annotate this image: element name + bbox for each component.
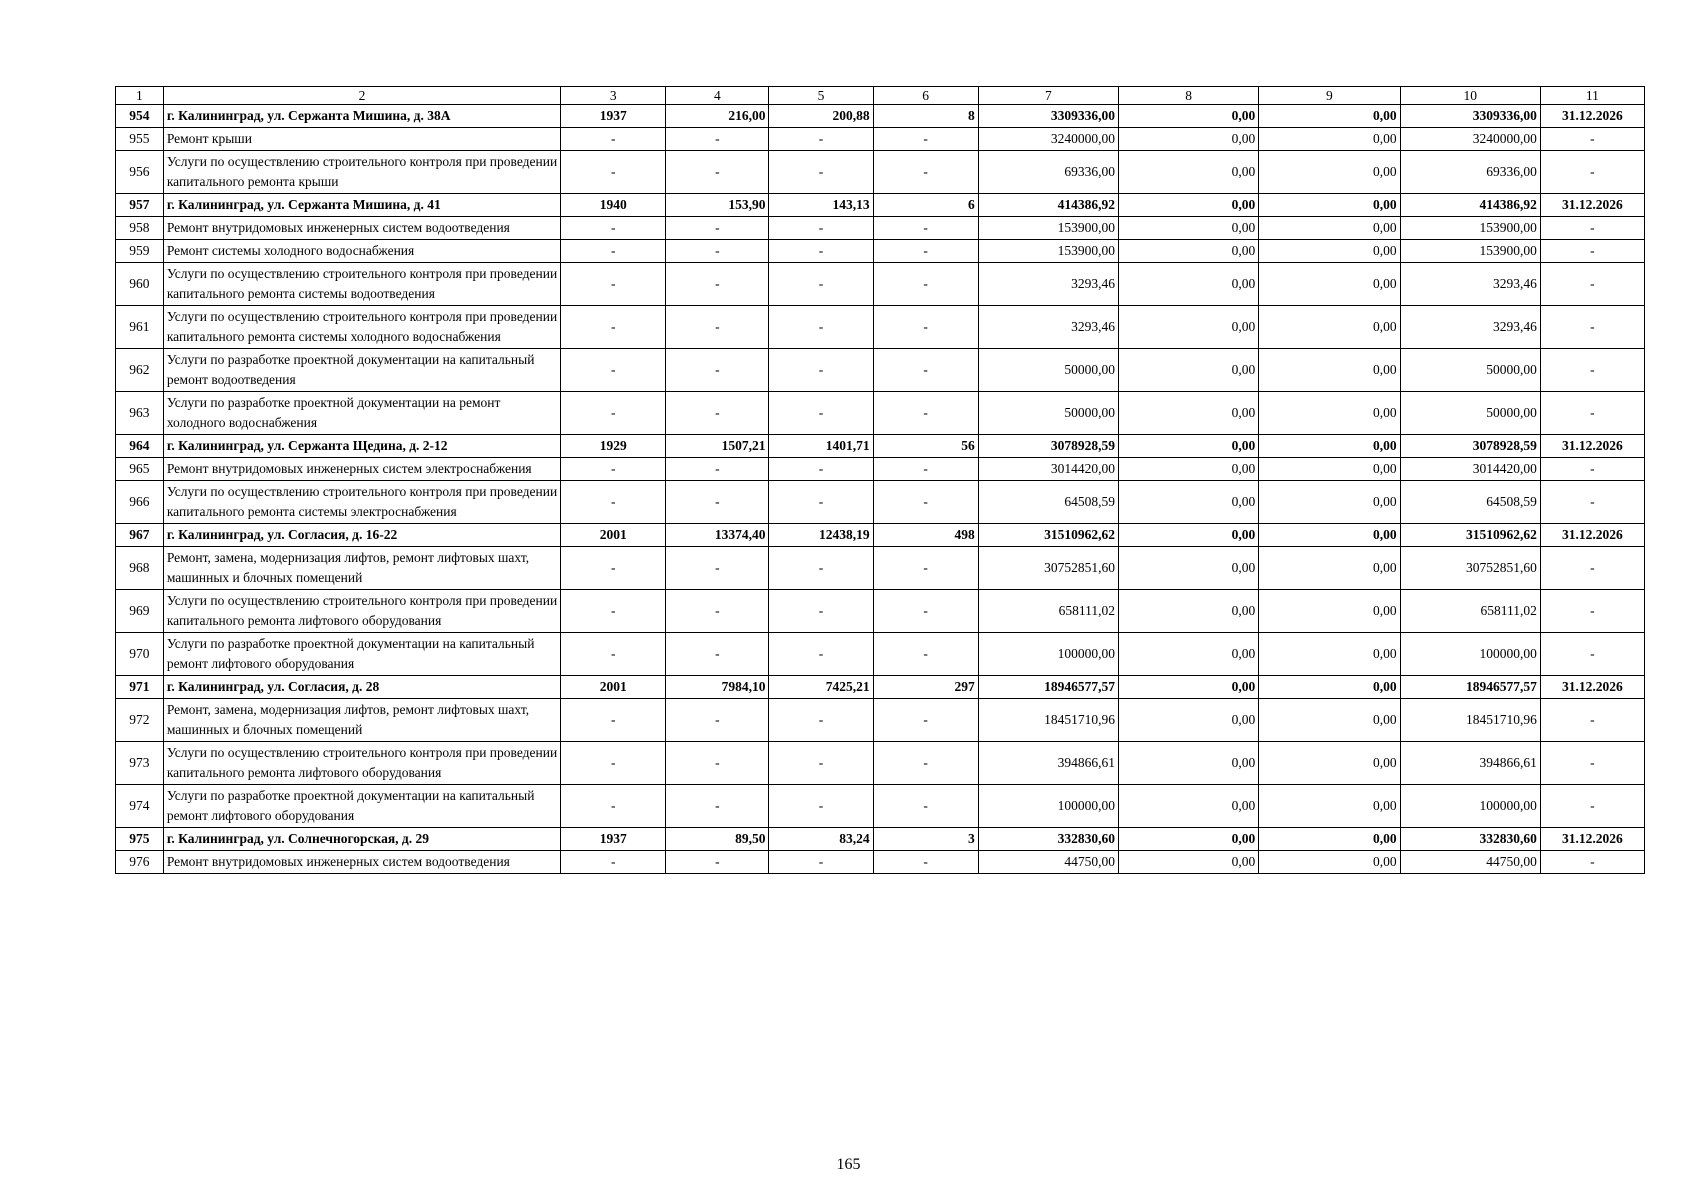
funds-10-cell: 153900,00 <box>1400 217 1540 240</box>
deadline-cell: 31.12.2026 <box>1540 194 1644 217</box>
description-cell: г. Калининград, ул. Сержанта Мишина, д. 41 <box>163 194 560 217</box>
area-living-cell: - <box>769 349 873 392</box>
year-cell: - <box>561 128 666 151</box>
funds-8-cell: 0,00 <box>1119 785 1259 828</box>
deadline-cell: - <box>1540 481 1644 524</box>
description-cell: Ремонт, замена, модернизация лифтов, ремонт лифтовых шахт, машинных и блочных помещений <box>163 547 560 590</box>
column-number-1: 1 <box>116 87 164 105</box>
area-living-cell: 200,88 <box>769 105 873 128</box>
year-cell: - <box>561 151 666 194</box>
total-cost-cell: 44750,00 <box>978 851 1118 874</box>
description-cell: Услуги по осуществлению строительного контроля при проведении капитального ремонта системы электроснабжения <box>163 481 560 524</box>
area-total-cell: - <box>666 217 769 240</box>
residents-cell: - <box>873 458 978 481</box>
total-cost-cell: 332830,60 <box>978 828 1118 851</box>
deadline-cell: - <box>1540 458 1644 481</box>
funds-8-cell: 0,00 <box>1119 151 1259 194</box>
area-living-cell: 12438,19 <box>769 524 873 547</box>
work-item-row <box>116 481 1645 524</box>
residents-cell: - <box>873 590 978 633</box>
work-item-row <box>116 240 1645 263</box>
residents-cell: - <box>873 392 978 435</box>
address-row <box>116 194 1645 217</box>
work-item-row <box>116 306 1645 349</box>
area-living-cell: - <box>769 128 873 151</box>
funds-10-cell: 100000,00 <box>1400 633 1540 676</box>
row-number-cell: 967 <box>116 524 164 547</box>
funds-10-cell: 153900,00 <box>1400 240 1540 263</box>
area-living-cell: - <box>769 742 873 785</box>
total-cost-cell: 100000,00 <box>978 633 1118 676</box>
residents-cell: - <box>873 349 978 392</box>
column-number-6: 6 <box>873 87 978 105</box>
funds-8-cell: 0,00 <box>1119 742 1259 785</box>
funds-10-cell: 50000,00 <box>1400 392 1540 435</box>
work-item-row <box>116 590 1645 633</box>
year-cell: - <box>561 263 666 306</box>
total-cost-cell: 3240000,00 <box>978 128 1118 151</box>
year-cell: - <box>561 633 666 676</box>
funds-8-cell: 0,00 <box>1119 828 1259 851</box>
address-row <box>116 828 1645 851</box>
funds-10-cell: 31510962,62 <box>1400 524 1540 547</box>
area-living-cell: - <box>769 240 873 263</box>
residents-cell: 3 <box>873 828 978 851</box>
column-number-8: 8 <box>1119 87 1259 105</box>
total-cost-cell: 18946577,57 <box>978 676 1118 699</box>
funds-8-cell: 0,00 <box>1119 676 1259 699</box>
area-living-cell: - <box>769 151 873 194</box>
total-cost-cell: 394866,61 <box>978 742 1118 785</box>
funds-9-cell: 0,00 <box>1259 481 1400 524</box>
row-number-cell: 963 <box>116 392 164 435</box>
residents-cell: 56 <box>873 435 978 458</box>
residents-cell: - <box>873 633 978 676</box>
deadline-cell: 31.12.2026 <box>1540 435 1644 458</box>
deadline-cell: - <box>1540 128 1644 151</box>
total-cost-cell: 153900,00 <box>978 240 1118 263</box>
area-living-cell: - <box>769 458 873 481</box>
year-cell: - <box>561 481 666 524</box>
year-cell: - <box>561 306 666 349</box>
row-number-cell: 959 <box>116 240 164 263</box>
funds-8-cell: 0,00 <box>1119 481 1259 524</box>
area-living-cell: - <box>769 217 873 240</box>
row-number-cell: 973 <box>116 742 164 785</box>
area-total-cell: - <box>666 128 769 151</box>
funds-9-cell: 0,00 <box>1259 128 1400 151</box>
description-cell: Услуги по осуществлению строительного контроля при проведении капитального ремонта лифтового оборудования <box>163 742 560 785</box>
total-cost-cell: 3078928,59 <box>978 435 1118 458</box>
funds-9-cell: 0,00 <box>1259 851 1400 874</box>
area-total-cell: - <box>666 263 769 306</box>
row-number-cell: 966 <box>116 481 164 524</box>
funds-9-cell: 0,00 <box>1259 458 1400 481</box>
year-cell: - <box>561 547 666 590</box>
funds-10-cell: 69336,00 <box>1400 151 1540 194</box>
work-item-row <box>116 785 1645 828</box>
row-number-cell: 954 <box>116 105 164 128</box>
description-cell: Услуги по осуществлению строительного контроля при проведении капитального ремонта системы холодного водоснабжения <box>163 306 560 349</box>
total-cost-cell: 658111,02 <box>978 590 1118 633</box>
funds-8-cell: 0,00 <box>1119 435 1259 458</box>
area-total-cell: - <box>666 742 769 785</box>
row-number-cell: 974 <box>116 785 164 828</box>
description-cell: г. Калининград, ул. Согласия, д. 28 <box>163 676 560 699</box>
year-cell: 1937 <box>561 828 666 851</box>
residents-cell: 8 <box>873 105 978 128</box>
area-living-cell: - <box>769 633 873 676</box>
area-living-cell: - <box>769 547 873 590</box>
work-item-row <box>116 742 1645 785</box>
total-cost-cell: 50000,00 <box>978 349 1118 392</box>
funds-8-cell: 0,00 <box>1119 194 1259 217</box>
funds-10-cell: 3293,46 <box>1400 306 1540 349</box>
funds-10-cell: 18946577,57 <box>1400 676 1540 699</box>
description-cell: г. Калининград, ул. Сержанта Щедина, д. 2-12 <box>163 435 560 458</box>
funds-10-cell: 64508,59 <box>1400 481 1540 524</box>
area-total-cell: - <box>666 240 769 263</box>
funds-9-cell: 0,00 <box>1259 828 1400 851</box>
funds-10-cell: 3240000,00 <box>1400 128 1540 151</box>
year-cell: - <box>561 742 666 785</box>
total-cost-cell: 69336,00 <box>978 151 1118 194</box>
funds-8-cell: 0,00 <box>1119 851 1259 874</box>
deadline-cell: - <box>1540 785 1644 828</box>
area-total-cell: 1507,21 <box>666 435 769 458</box>
funds-9-cell: 0,00 <box>1259 240 1400 263</box>
funds-8-cell: 0,00 <box>1119 392 1259 435</box>
work-item-row <box>116 547 1645 590</box>
area-living-cell: 1401,71 <box>769 435 873 458</box>
funds-10-cell: 3078928,59 <box>1400 435 1540 458</box>
year-cell: 2001 <box>561 676 666 699</box>
description-cell: Услуги по разработке проектной документации на ремонт холодного водоснабжения <box>163 392 560 435</box>
column-number-11: 11 <box>1540 87 1644 105</box>
residents-cell: 297 <box>873 676 978 699</box>
deadline-cell: - <box>1540 590 1644 633</box>
area-living-cell: 143,13 <box>769 194 873 217</box>
deadline-cell: - <box>1540 217 1644 240</box>
funds-8-cell: 0,00 <box>1119 240 1259 263</box>
column-number-4: 4 <box>666 87 769 105</box>
area-living-cell: - <box>769 263 873 306</box>
work-item-row <box>116 851 1645 874</box>
deadline-cell: - <box>1540 306 1644 349</box>
funds-8-cell: 0,00 <box>1119 349 1259 392</box>
description-cell: Услуги по осуществлению строительного контроля при проведении капитального ремонта лифтового оборудования <box>163 590 560 633</box>
area-living-cell: - <box>769 306 873 349</box>
description-cell: Услуги по разработке проектной документации на капитальный ремонт лифтового оборудования <box>163 633 560 676</box>
residents-cell: - <box>873 306 978 349</box>
total-cost-cell: 50000,00 <box>978 392 1118 435</box>
funds-8-cell: 0,00 <box>1119 547 1259 590</box>
funds-9-cell: 0,00 <box>1259 263 1400 306</box>
year-cell: - <box>561 785 666 828</box>
work-item-row <box>116 349 1645 392</box>
funds-8-cell: 0,00 <box>1119 128 1259 151</box>
description-cell: Услуги по разработке проектной документации на капитальный ремонт лифтового оборудования <box>163 785 560 828</box>
year-cell: - <box>561 699 666 742</box>
area-total-cell: - <box>666 699 769 742</box>
row-number-cell: 955 <box>116 128 164 151</box>
column-number-3: 3 <box>561 87 666 105</box>
address-row <box>116 105 1645 128</box>
work-item-row <box>116 699 1645 742</box>
funds-8-cell: 0,00 <box>1119 217 1259 240</box>
residents-cell: - <box>873 263 978 306</box>
deadline-cell: - <box>1540 851 1644 874</box>
funds-8-cell: 0,00 <box>1119 633 1259 676</box>
deadline-cell: - <box>1540 742 1644 785</box>
funds-10-cell: 44750,00 <box>1400 851 1540 874</box>
description-cell: Услуги по осуществлению строительного контроля при проведении капитального ремонта крыши <box>163 151 560 194</box>
row-number-cell: 962 <box>116 349 164 392</box>
row-number-cell: 972 <box>116 699 164 742</box>
deadline-cell: - <box>1540 240 1644 263</box>
work-item-row <box>116 128 1645 151</box>
residents-cell: - <box>873 240 978 263</box>
description-cell: г. Калининград, ул. Солнечногорская, д. 29 <box>163 828 560 851</box>
total-cost-cell: 64508,59 <box>978 481 1118 524</box>
area-total-cell: 13374,40 <box>666 524 769 547</box>
funds-9-cell: 0,00 <box>1259 676 1400 699</box>
total-cost-cell: 153900,00 <box>978 217 1118 240</box>
funds-10-cell: 414386,92 <box>1400 194 1540 217</box>
funds-9-cell: 0,00 <box>1259 194 1400 217</box>
funds-8-cell: 0,00 <box>1119 699 1259 742</box>
deadline-cell: - <box>1540 349 1644 392</box>
work-item-row <box>116 151 1645 194</box>
year-cell: - <box>561 590 666 633</box>
funds-10-cell: 18451710,96 <box>1400 699 1540 742</box>
work-item-row <box>116 633 1645 676</box>
deadline-cell: - <box>1540 633 1644 676</box>
work-item-row <box>116 263 1645 306</box>
area-total-cell: - <box>666 151 769 194</box>
area-total-cell: 7984,10 <box>666 676 769 699</box>
description-cell: Ремонт внутридомовых инженерных систем водоотведения <box>163 851 560 874</box>
funds-10-cell: 658111,02 <box>1400 590 1540 633</box>
work-item-row <box>116 392 1645 435</box>
row-number-cell: 956 <box>116 151 164 194</box>
area-total-cell: 89,50 <box>666 828 769 851</box>
row-number-cell: 976 <box>116 851 164 874</box>
column-number-10: 10 <box>1400 87 1540 105</box>
area-total-cell: - <box>666 392 769 435</box>
funds-10-cell: 100000,00 <box>1400 785 1540 828</box>
description-cell: г. Калининград, ул. Сержанта Мишина, д. 38А <box>163 105 560 128</box>
deadline-cell: 31.12.2026 <box>1540 524 1644 547</box>
column-number-2: 2 <box>163 87 560 105</box>
area-total-cell: - <box>666 851 769 874</box>
funds-9-cell: 0,00 <box>1259 742 1400 785</box>
funds-9-cell: 0,00 <box>1259 217 1400 240</box>
description-cell: Ремонт системы холодного водоснабжения <box>163 240 560 263</box>
residents-cell: - <box>873 742 978 785</box>
area-total-cell: - <box>666 785 769 828</box>
column-number-row <box>116 87 1645 105</box>
residents-cell: - <box>873 785 978 828</box>
year-cell: - <box>561 349 666 392</box>
funds-10-cell: 3293,46 <box>1400 263 1540 306</box>
address-row <box>116 435 1645 458</box>
description-cell: Услуги по разработке проектной документации на капитальный ремонт водоотведения <box>163 349 560 392</box>
deadline-cell: 31.12.2026 <box>1540 105 1644 128</box>
row-number-cell: 965 <box>116 458 164 481</box>
funds-10-cell: 394866,61 <box>1400 742 1540 785</box>
total-cost-cell: 100000,00 <box>978 785 1118 828</box>
year-cell: 2001 <box>561 524 666 547</box>
year-cell: 1940 <box>561 194 666 217</box>
funds-9-cell: 0,00 <box>1259 435 1400 458</box>
description-cell: г. Калининград, ул. Согласия, д. 16-22 <box>163 524 560 547</box>
row-number-cell: 968 <box>116 547 164 590</box>
area-total-cell: - <box>666 481 769 524</box>
deadline-cell: - <box>1540 547 1644 590</box>
description-cell: Ремонт крыши <box>163 128 560 151</box>
work-item-row <box>116 458 1645 481</box>
area-living-cell: - <box>769 481 873 524</box>
funds-9-cell: 0,00 <box>1259 349 1400 392</box>
year-cell: 1937 <box>561 105 666 128</box>
funds-10-cell: 50000,00 <box>1400 349 1540 392</box>
funds-9-cell: 0,00 <box>1259 105 1400 128</box>
total-cost-cell: 3014420,00 <box>978 458 1118 481</box>
year-cell: 1929 <box>561 435 666 458</box>
area-total-cell: - <box>666 547 769 590</box>
area-living-cell: - <box>769 851 873 874</box>
funds-8-cell: 0,00 <box>1119 524 1259 547</box>
row-number-cell: 969 <box>116 590 164 633</box>
total-cost-cell: 3293,46 <box>978 306 1118 349</box>
address-row <box>116 524 1645 547</box>
year-cell: - <box>561 458 666 481</box>
year-cell: - <box>561 240 666 263</box>
funds-9-cell: 0,00 <box>1259 524 1400 547</box>
description-cell: Ремонт внутридомовых инженерных систем водоотведения <box>163 217 560 240</box>
row-number-cell: 964 <box>116 435 164 458</box>
residents-cell: - <box>873 151 978 194</box>
page-number: 165 <box>836 1156 861 1173</box>
funds-8-cell: 0,00 <box>1119 306 1259 349</box>
row-number-cell: 961 <box>116 306 164 349</box>
residents-cell: - <box>873 481 978 524</box>
total-cost-cell: 18451710,96 <box>978 699 1118 742</box>
funds-8-cell: 0,00 <box>1119 458 1259 481</box>
table-body <box>116 105 1645 874</box>
work-item-row <box>116 217 1645 240</box>
description-cell: Ремонт внутридомовых инженерных систем электроснабжения <box>163 458 560 481</box>
funds-9-cell: 0,00 <box>1259 151 1400 194</box>
area-living-cell: 83,24 <box>769 828 873 851</box>
area-total-cell: - <box>666 306 769 349</box>
column-number-9: 9 <box>1259 87 1400 105</box>
funds-8-cell: 0,00 <box>1119 105 1259 128</box>
total-cost-cell: 3293,46 <box>978 263 1118 306</box>
residents-cell: 6 <box>873 194 978 217</box>
column-number-5: 5 <box>769 87 873 105</box>
year-cell: - <box>561 851 666 874</box>
residents-cell: - <box>873 128 978 151</box>
capital-repair-table <box>115 86 1645 874</box>
area-living-cell: - <box>769 392 873 435</box>
funds-9-cell: 0,00 <box>1259 590 1400 633</box>
deadline-cell: 31.12.2026 <box>1540 828 1644 851</box>
funds-9-cell: 0,00 <box>1259 306 1400 349</box>
area-total-cell: 153,90 <box>666 194 769 217</box>
funds-9-cell: 0,00 <box>1259 699 1400 742</box>
table-header <box>116 87 1645 105</box>
residents-cell: - <box>873 851 978 874</box>
residents-cell: - <box>873 217 978 240</box>
residents-cell: 498 <box>873 524 978 547</box>
deadline-cell: - <box>1540 392 1644 435</box>
row-number-cell: 960 <box>116 263 164 306</box>
row-number-cell: 971 <box>116 676 164 699</box>
funds-10-cell: 332830,60 <box>1400 828 1540 851</box>
residents-cell: - <box>873 699 978 742</box>
deadline-cell: - <box>1540 263 1644 306</box>
funds-8-cell: 0,00 <box>1119 263 1259 306</box>
area-total-cell: - <box>666 458 769 481</box>
area-living-cell: 7425,21 <box>769 676 873 699</box>
column-number-7: 7 <box>978 87 1118 105</box>
deadline-cell: - <box>1540 699 1644 742</box>
deadline-cell: - <box>1540 151 1644 194</box>
area-living-cell: - <box>769 785 873 828</box>
area-living-cell: - <box>769 590 873 633</box>
year-cell: - <box>561 217 666 240</box>
total-cost-cell: 414386,92 <box>978 194 1118 217</box>
deadline-cell: 31.12.2026 <box>1540 676 1644 699</box>
area-total-cell: - <box>666 349 769 392</box>
area-living-cell: - <box>769 699 873 742</box>
description-cell: Ремонт, замена, модернизация лифтов, ремонт лифтовых шахт, машинных и блочных помещений <box>163 699 560 742</box>
funds-10-cell: 3309336,00 <box>1400 105 1540 128</box>
total-cost-cell: 3309336,00 <box>978 105 1118 128</box>
funds-10-cell: 30752851,60 <box>1400 547 1540 590</box>
funds-8-cell: 0,00 <box>1119 590 1259 633</box>
area-total-cell: 216,00 <box>666 105 769 128</box>
residents-cell: - <box>873 547 978 590</box>
description-cell: Услуги по осуществлению строительного контроля при проведении капитального ремонта системы водоотведения <box>163 263 560 306</box>
row-number-cell: 975 <box>116 828 164 851</box>
row-number-cell: 957 <box>116 194 164 217</box>
year-cell: - <box>561 392 666 435</box>
funds-9-cell: 0,00 <box>1259 547 1400 590</box>
total-cost-cell: 31510962,62 <box>978 524 1118 547</box>
funds-9-cell: 0,00 <box>1259 785 1400 828</box>
funds-9-cell: 0,00 <box>1259 392 1400 435</box>
address-row <box>116 676 1645 699</box>
row-number-cell: 970 <box>116 633 164 676</box>
area-total-cell: - <box>666 590 769 633</box>
funds-10-cell: 3014420,00 <box>1400 458 1540 481</box>
total-cost-cell: 30752851,60 <box>978 547 1118 590</box>
row-number-cell: 958 <box>116 217 164 240</box>
area-total-cell: - <box>666 633 769 676</box>
funds-9-cell: 0,00 <box>1259 633 1400 676</box>
